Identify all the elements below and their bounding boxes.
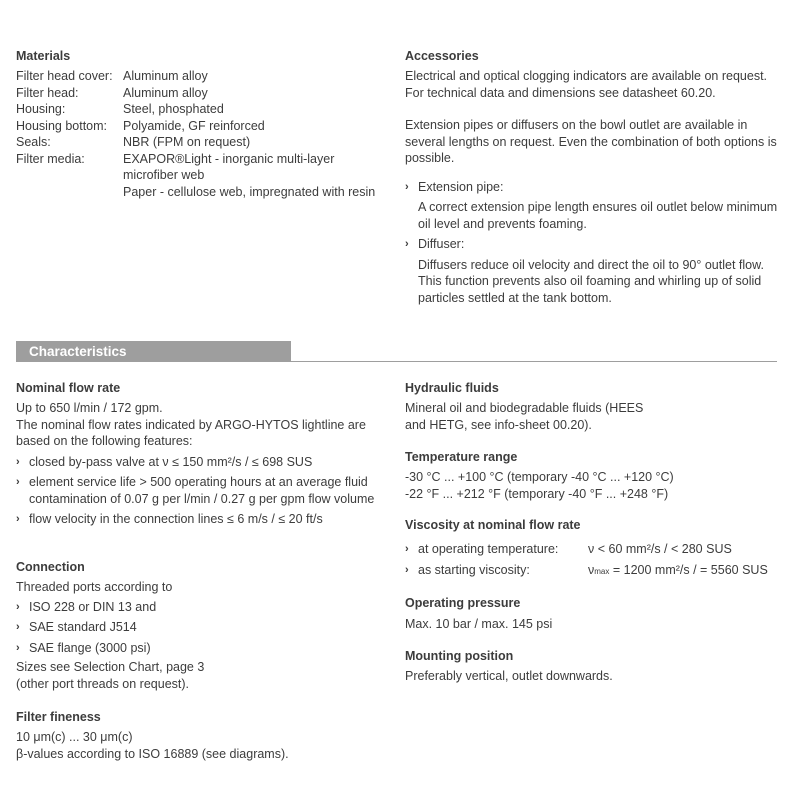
chevron-right-icon: › [405,180,409,193]
viscosity-title: Viscosity at nominal flow rate [405,518,581,532]
chevron-right-icon: › [405,238,409,250]
chevron-right-icon: › [16,476,20,488]
accessories-paragraph: Extension pipes or diffusers on the bowl outlet are available in several lengths on request. Even the combination of both options is possible. [405,118,777,165]
chevron-right-icon: › [16,600,20,613]
operating-pressure-title: Operating pressure [405,596,521,610]
list-item-text: ISO 228 or DIN 13 and [29,599,157,614]
nominal-flow-text: The nominal flow rates indicated by ARGO-HYTOS lightline are based on the following features: [16,417,366,448]
material-label: Filter media: [16,151,85,166]
viscosity-label: at operating temperature: [418,542,559,556]
list-item-text: SAE standard J514 [29,620,137,634]
material-value: Paper - cellulose web, impregnated with resin [123,184,376,199]
list-item [16,474,386,507]
material-label [16,184,123,201]
material-value: Aluminum alloy [123,85,208,100]
list-item [16,619,386,636]
materials-row [16,85,386,102]
viscosity-label: as starting viscosity: [418,562,530,577]
material-value: NBR (FPM on request) [123,135,251,149]
materials-table [16,68,386,200]
mounting-text: Preferably vertical, outlet downwards. [405,669,613,683]
list-item [16,454,386,471]
material-label: Filter head: [16,85,79,100]
accessories-list [405,179,780,307]
list-item [16,599,386,616]
filter-fineness-text: β-values according to ISO 16889 (see diagrams). [16,746,289,761]
viscosity-row [405,541,780,558]
viscosity-block [405,517,780,580]
accessories-paragraph: Electrical and optical clogging indicators are available on request. For technical data and dimensions see datasheet 60.20. [405,69,768,100]
list-item [16,640,386,657]
connection-title: Connection [16,560,85,574]
list-item-text: A correct extension pipe length ensures oil outlet below minimum oil level and prevents foaming. [418,200,778,231]
list-item-label: Extension pipe: [418,179,504,194]
materials-title: Materials [16,49,71,63]
chevron-right-icon: › [405,543,409,555]
chevron-right-icon: › [405,563,409,576]
hydraulic-fluids-text: Mineral oil and biodegradable fluids (HEES and HETG, see info-sheet 00.20). [405,401,644,432]
hydraulic-fluids-title: Hydraulic fluids [405,381,499,395]
list-item-text: closed by-pass valve at ν ≤ 150 mm²/s / ≤ 698 SUS [29,454,313,469]
section-title: Characteristics [16,341,291,362]
material-value: EXAPOR®Light - inorganic multi-layer microfiber web [123,151,335,182]
material-label: Seals: [16,135,51,149]
materials-row [16,134,386,151]
material-label: Housing: [16,102,66,116]
operating-pressure-block [405,595,780,633]
viscosity-row [405,562,780,581]
list-item-text: Diffusers reduce oil velocity and direct the oil to 90° outlet flow. This function prevents also oil foaming and whirling up of solid particles settled at the tank bottom. [418,257,764,305]
material-value: Polyamide, GF reinforced [123,118,265,133]
list-item [405,179,780,196]
material-value: Aluminum alloy [123,69,208,83]
list-item-label: Diffuser: [418,237,465,251]
list-item [405,236,780,253]
nominal-flow-text: Up to 650 l/min / 172 gpm. [16,401,163,415]
chevron-right-icon: › [16,513,20,525]
chevron-right-icon: › [16,455,20,468]
filter-fineness-title: Filter fineness [16,710,101,724]
nominal-flow-block [16,380,386,528]
temperature-text: -22 °F ... +212 °F (temporary -40 °F ... +248 °F) [405,486,669,501]
list-item-text: element service life > 500 operating hours at an average fluid contamination of 0.07 g per l/min / 0.27 g per gpm flow volume [29,475,375,506]
materials-row [16,68,386,85]
nominal-flow-title: Nominal flow rate [16,381,121,395]
viscosity-value [588,562,768,581]
materials-row [16,151,386,184]
list-item [16,511,386,528]
hydraulic-fluids-block [405,380,780,433]
filter-fineness-text: 10 μm(c) ... 30 μm(c) [16,730,133,744]
mounting-block [405,648,780,685]
chevron-right-icon: › [16,621,20,633]
temperature-block [405,449,780,502]
connection-block [16,559,386,692]
list-item-text: SAE flange (3000 psi) [29,640,151,655]
viscosity-subscript: max [594,566,610,576]
operating-pressure-text: Max. 10 bar / max. 145 psi [405,617,553,631]
materials-row [16,184,386,201]
viscosity-max-value: = 1200 mm²/s / = 5560 SUS [609,562,768,577]
material-label: Housing bottom: [16,118,108,133]
list-item-text: flow velocity in the connection lines ≤ 6 m/s / ≤ 20 ft/s [29,512,323,526]
connection-text: Threaded ports according to [16,580,173,594]
viscosity-symbol: ν [588,562,595,577]
chevron-right-icon: › [16,641,20,654]
materials-row [16,101,386,118]
viscosity-value: ν < 60 mm²/s / < 280 SUS [588,542,732,556]
material-value: Steel, phosphated [123,102,224,116]
materials-row [16,118,386,135]
material-label: Filter head cover: [16,69,113,83]
mounting-title: Mounting position [405,649,514,663]
accessories-block [405,48,780,306]
temperature-text: -30 °C ... +100 °C (temporary -40 °C ... +120 °C) [405,470,674,484]
materials-block [16,48,386,200]
connection-text: Sizes see Selection Chart, page 3 (other port threads on request). [16,660,205,691]
temperature-title: Temperature range [405,450,518,464]
filter-fineness-block [16,709,386,762]
accessories-title: Accessories [405,49,479,63]
